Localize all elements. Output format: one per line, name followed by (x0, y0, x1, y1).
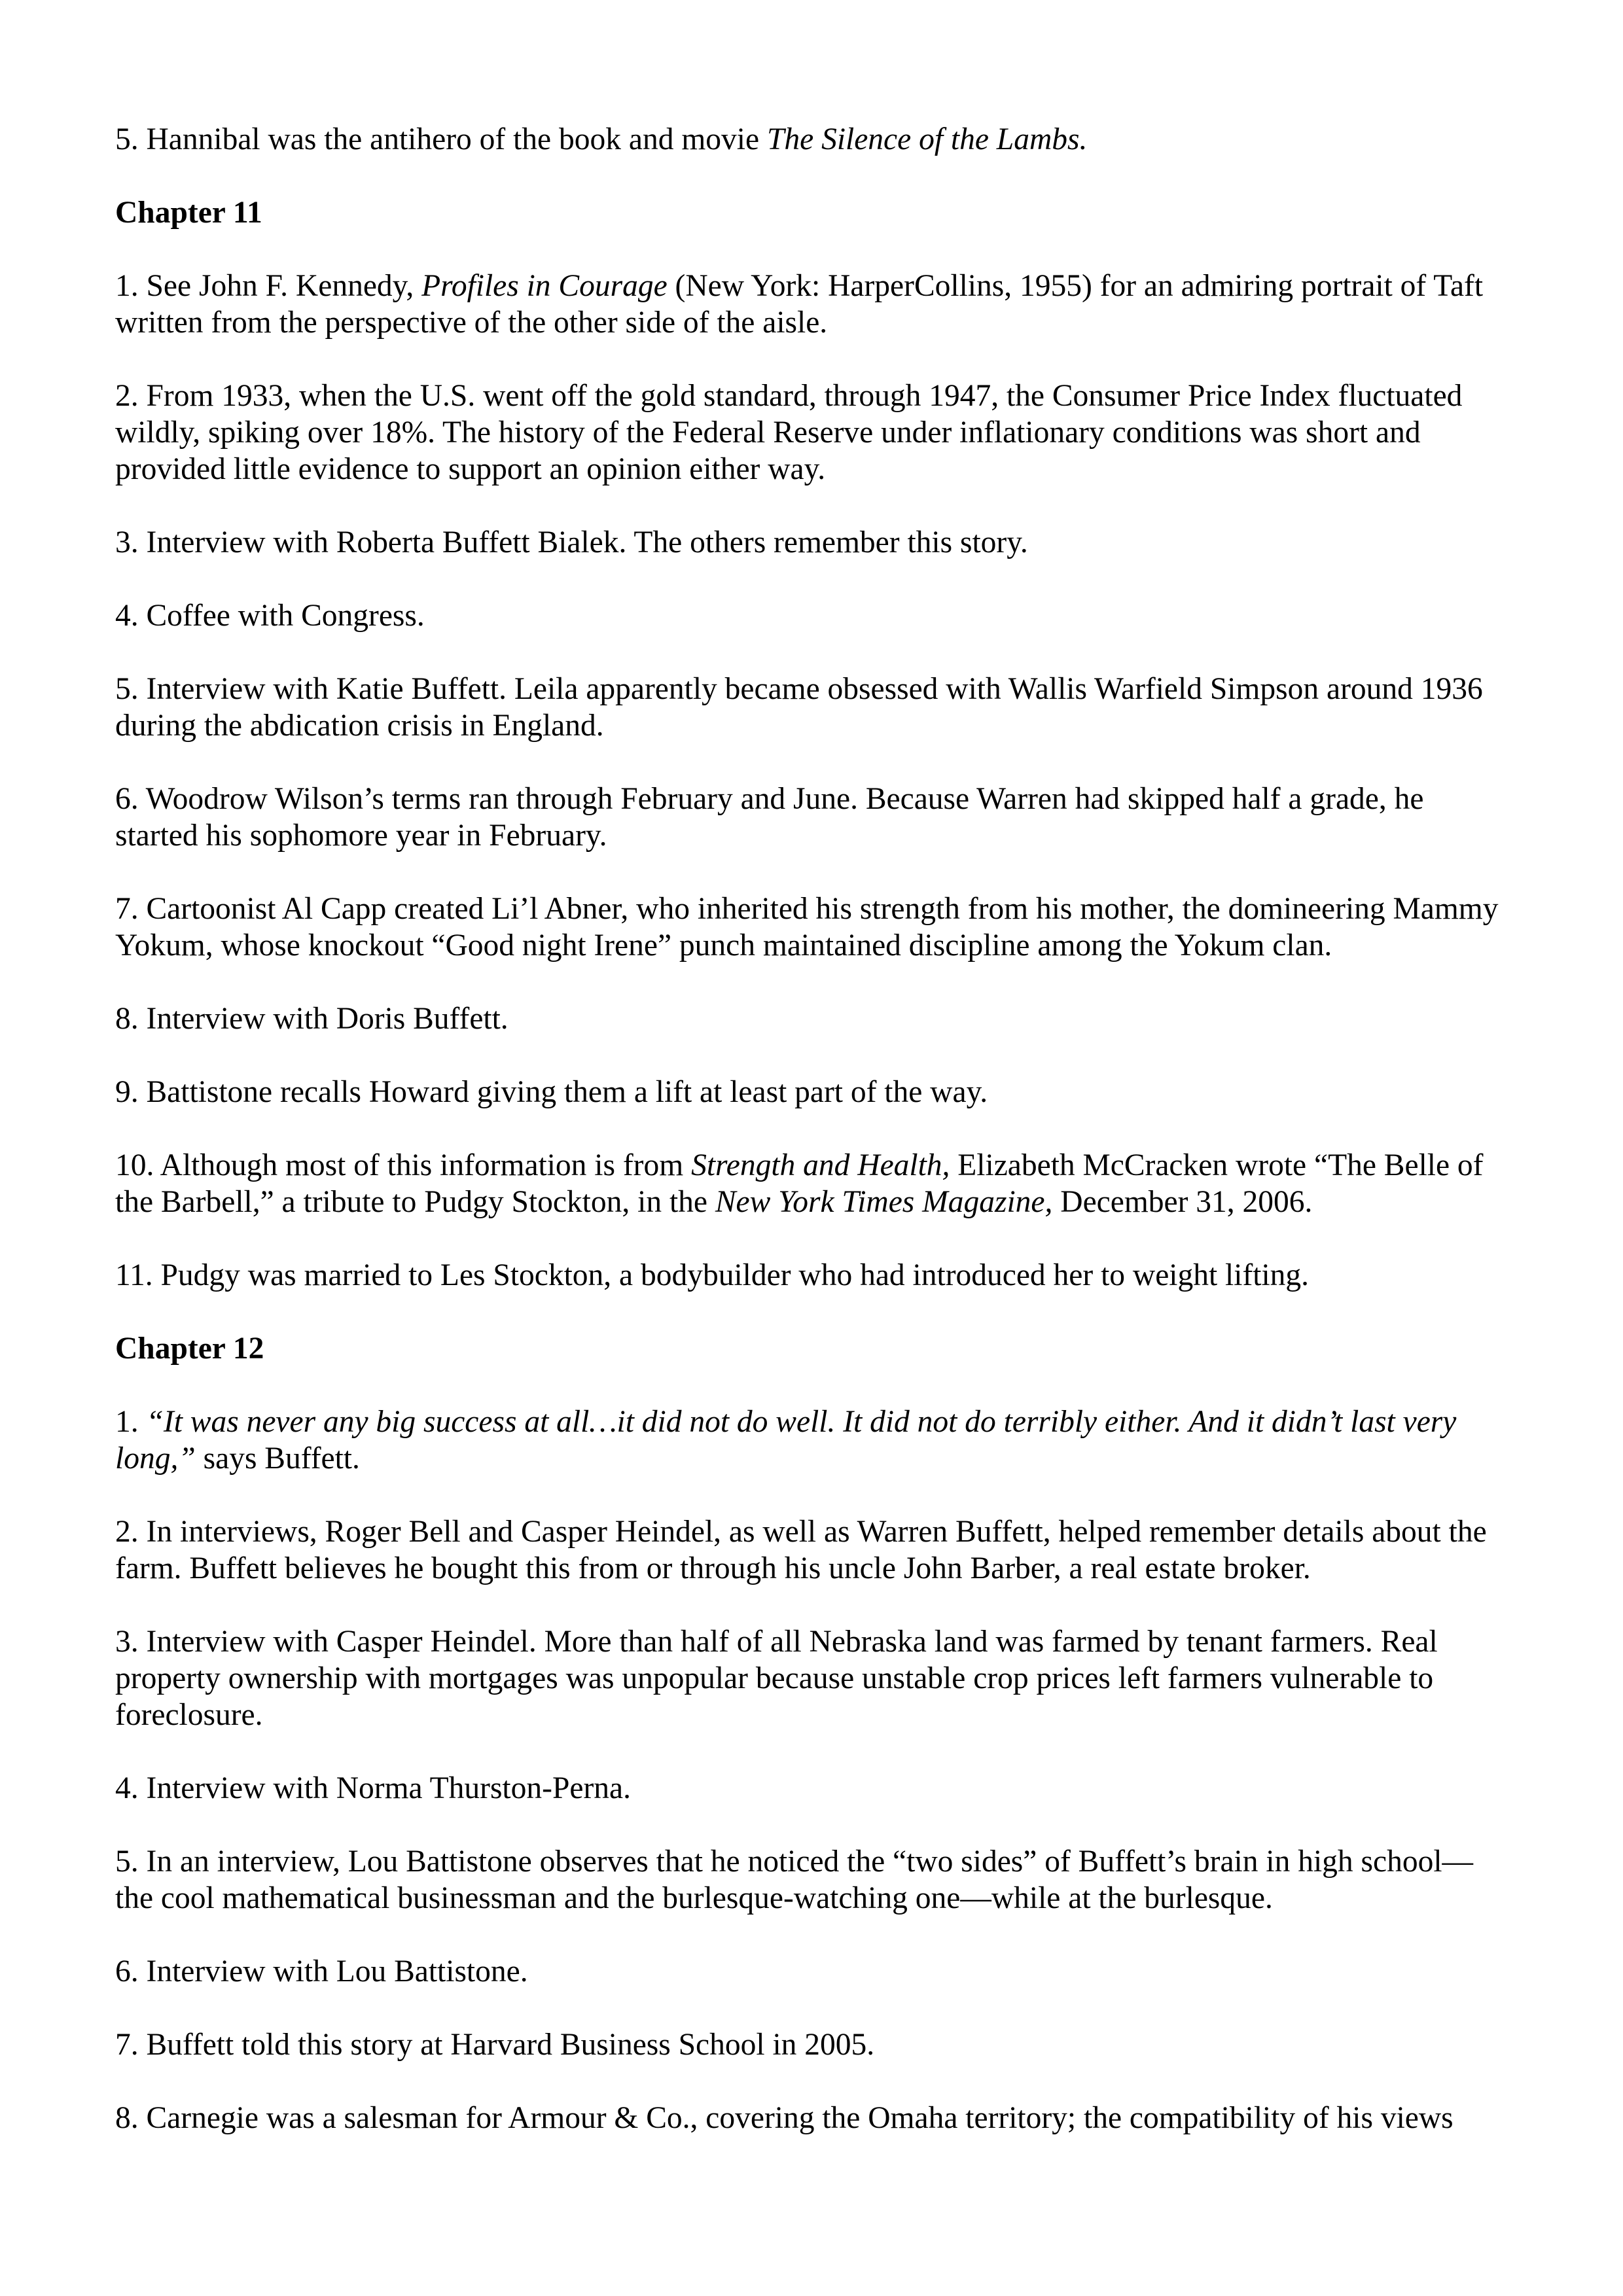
note-number: 11. (115, 1258, 153, 1292)
note-number: 8. (115, 1002, 139, 1036)
chapter-heading: Chapter 12 (115, 1332, 264, 1366)
note-text: says Buffett. (195, 1441, 360, 1475)
endnote (115, 1147, 1509, 1220)
note-number: 1. (115, 269, 139, 303)
note-text: From 1933, when the U.S. went off the gold standard, through 1947, the Consumer Price Index fluctuated wildly, spiking over 18%. The history of the Federal Reserve under inflationary conditions was short and provided little evidence to support an opinion either way. (115, 379, 1463, 486)
note-number: 7. (115, 2028, 139, 2062)
document-page (115, 121, 1509, 2173)
endnote (115, 597, 1509, 634)
note-italic-text: Profiles in Courage (421, 269, 668, 303)
note-number: 3. (115, 1625, 139, 1659)
note-text: Coffee with Congress. (146, 599, 425, 633)
note-italic-text: New York Times Magazine, (715, 1185, 1053, 1219)
endnote (115, 268, 1509, 341)
note-text: Interview with Roberta Buffett Bialek. The others remember this story. (146, 525, 1028, 559)
note-number: 10. (115, 1148, 154, 1182)
note-number: 7. (115, 892, 139, 926)
note-text: Woodrow Wilson’s terms ran through February and June. Because Warren had skipped half a grade, he started his sophomore year in February. (115, 782, 1424, 853)
note-number: 2. (115, 379, 139, 413)
note-text: Interview with Lou Battistone. (146, 1954, 528, 1988)
note-text: In an interview, Lou Battistone observes that he noticed the “two sides” of Buffett’s brain in high school—the cool mathematical businessman and the burlesque-watching one—while at the burlesque. (115, 1845, 1474, 1915)
endnote (115, 2026, 1509, 2063)
note-text: December 31, 2006. (1052, 1185, 1313, 1219)
note-text: Cartoonist Al Capp created Li’l Abner, who inherited his strength from his mother, the domineering Mammy Yokum, whose knockout “Good night Irene” punch maintained discipline among the Yokum clan. (115, 892, 1499, 963)
note-number: 6. (115, 782, 139, 816)
note-number: 5. (115, 122, 139, 156)
note-text: (New York: HarperCollins, 1955) for an admiring portrait of Taft written from the perspective of the other side of the aisle. (115, 269, 1484, 340)
endnote (115, 378, 1509, 487)
note-text: Interview with Norma Thurston-Perna. (146, 1771, 631, 1805)
endnote (115, 2100, 1509, 2136)
endnote (115, 1074, 1509, 1110)
endnote (115, 524, 1509, 561)
note-text: In interviews, Roger Bell and Casper Heindel, as well as Warren Buffett, helped remember details about the farm. Buffett believes he bought this from or through his uncle John Barber, a real estate broker. (115, 1515, 1487, 1585)
note-text: Hannibal was the antihero of the book and movie (146, 122, 767, 156)
note-number: 2. (115, 1515, 139, 1549)
note-text: Battistone recalls Howard giving them a lift at least part of the way. (146, 1075, 988, 1109)
note-text: Elizabeth McCracken wrote “The Belle of the Barbell,” a tribute to Pudgy Stockton, in the (115, 1148, 1484, 1219)
note-number: 4. (115, 1771, 139, 1805)
note-number: 9. (115, 1075, 139, 1109)
note-number: 5. (115, 672, 139, 706)
endnote (115, 1623, 1509, 1733)
endnote (115, 1404, 1509, 1477)
note-number: 5. (115, 1845, 139, 1879)
endnote (115, 1843, 1509, 1916)
note-text: Interview with Casper Heindel. More than half of all Nebraska land was farmed by tenant farmers. Real property ownership with mortgages was unpopular because unstable crop prices left farmers vulnerable to foreclosure. (115, 1625, 1438, 1732)
note-text: See John F. Kennedy, (146, 269, 422, 303)
endnote (115, 1257, 1509, 1294)
note-text: Carnegie was a salesman for Armour & Co., covering the Omaha territory; the compatibility of his views (146, 2101, 1454, 2135)
note-italic-text: “It was never any big success at all…it did not do well. It did not do terribly either. And it didn’t last very long,” (115, 1405, 1457, 1475)
endnote (115, 121, 1509, 158)
endnote (115, 1513, 1509, 1587)
note-number: 1. (115, 1405, 139, 1439)
note-number: 4. (115, 599, 139, 633)
endnote (115, 781, 1509, 854)
endnote (115, 1953, 1509, 1990)
note-italic-text: Strength and Health, (691, 1148, 950, 1182)
note-text: Although most of this information is from (160, 1148, 692, 1182)
note-text: Pudgy was married to Les Stockton, a bodybuilder who had introduced her to weight lifting. (160, 1258, 1310, 1292)
chapter-heading: Chapter 11 (115, 196, 262, 230)
note-number: 3. (115, 525, 139, 559)
endnote (115, 1770, 1509, 1807)
endnote (115, 671, 1509, 744)
note-text: Buffett told this story at Harvard Business School in 2005. (146, 2028, 875, 2062)
note-number: 6. (115, 1954, 139, 1988)
note-text: Interview with Doris Buffett. (146, 1002, 508, 1036)
note-number: 8. (115, 2101, 139, 2135)
endnote (115, 1000, 1509, 1037)
note-italic-text: The Silence of the Lambs. (766, 122, 1088, 156)
note-text: Interview with Katie Buffett. Leila apparently became obsessed with Wallis Warfield Simpson around 1936 during the abdication crisis in England. (115, 672, 1483, 743)
endnote (115, 891, 1509, 964)
